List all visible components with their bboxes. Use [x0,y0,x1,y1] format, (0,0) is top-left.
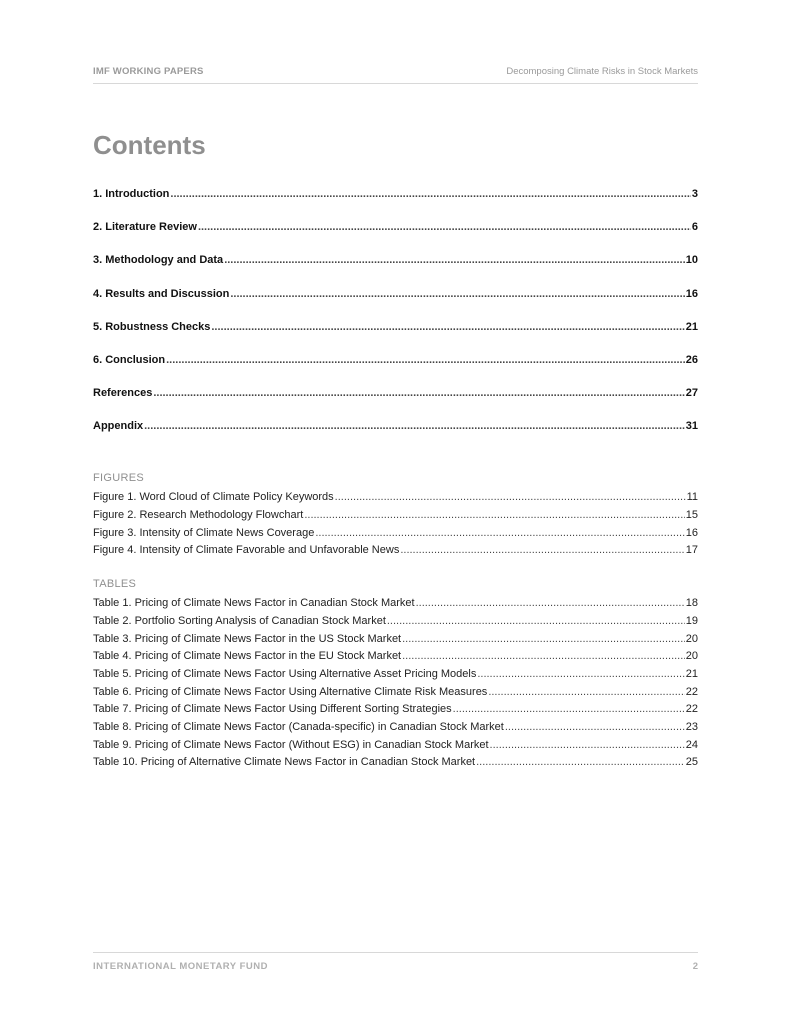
table-entry-label: Table 10. Pricing of Alternative Climate News Factor in Canadian Stock Market [93,756,476,768]
table-entry-page: 24 [685,739,698,751]
footer-organization: INTERNATIONAL MONETARY FUND [93,961,268,972]
header-bar [93,66,698,80]
toc-entry-page: 31 [685,420,698,432]
table-entry[interactable] [93,596,698,610]
table-entry-label: Table 4. Pricing of Climate News Factor in the EU Stock Market [93,650,402,662]
table-entry[interactable] [93,738,698,752]
table-entry-label: Table 3. Pricing of Climate News Factor in the US Stock Market [93,633,402,645]
toc-dot-leader [490,738,685,752]
toc-dot-leader [402,649,685,663]
toc-entry[interactable] [93,253,698,267]
toc-entry[interactable] [93,386,698,400]
toc-entry-label: 3. Methodology and Data [93,254,224,266]
toc-dot-leader [211,320,684,334]
toc-dot-leader [144,419,685,433]
toc-entry-label: 4. Results and Discussion [93,288,230,300]
figure-entry[interactable] [93,543,698,557]
table-entry[interactable] [93,614,698,628]
toc-entry-label: 2. Literature Review [93,221,197,233]
table-entry-label: Table 9. Pricing of Climate News Factor (Without ESG) in Canadian Stock Market [93,739,489,751]
table-entry[interactable] [93,632,698,646]
table-entry[interactable] [93,720,698,734]
table-entry-page: 18 [685,597,698,609]
toc-dot-leader [488,685,684,699]
toc-entry-label: 1. Introduction [93,188,170,200]
toc-entry[interactable] [93,187,698,201]
toc-dot-leader [315,526,684,540]
figure-entry-page: 11 [686,491,698,503]
toc-entry-page: 16 [685,288,698,300]
toc-dot-leader [402,632,685,646]
figure-entry-label: Figure 2. Research Methodology Flowchart [93,509,304,521]
toc-entry[interactable] [93,419,698,433]
toc-dot-leader [387,614,685,628]
toc-entry-page: 6 [691,221,698,233]
table-entry-page: 23 [685,721,698,733]
figures-heading: FIGURES [93,472,144,484]
figure-entry[interactable] [93,508,698,522]
table-entry-label: Table 2. Portfolio Sorting Analysis of Canadian Stock Market [93,615,386,627]
table-entry-page: 21 [685,668,698,680]
table-entry[interactable] [93,755,698,769]
toc-dot-leader [335,490,686,504]
toc-entry-page: 10 [685,254,698,266]
tables-heading: TABLES [93,578,137,590]
table-entry-label: Table 5. Pricing of Climate News Factor Using Alternative Asset Pricing Models [93,668,477,680]
table-entry-label: Table 1. Pricing of Climate News Factor in Canadian Stock Market [93,597,415,609]
footer-page-number: 2 [692,961,698,972]
toc-dot-leader [416,596,685,610]
figure-entry[interactable] [93,490,698,504]
toc-entry[interactable] [93,353,698,367]
toc-dot-leader [505,720,685,734]
table-entry-label: Table 8. Pricing of Climate News Factor (Canada-specific) in Canadian Stock Market [93,721,504,733]
table-entry-page: 25 [685,756,698,768]
header-series-title: IMF WORKING PAPERS [93,66,204,77]
toc-entry-page: 27 [685,387,698,399]
header-divider [93,83,698,84]
toc-dot-leader [304,508,684,522]
toc-entry-label: 6. Conclusion [93,354,166,366]
toc-dot-leader [198,220,691,234]
toc-entry-page: 26 [685,354,698,366]
figure-entry[interactable] [93,526,698,540]
table-entry[interactable] [93,702,698,716]
toc-dot-leader [170,187,690,201]
toc-entry[interactable] [93,320,698,334]
table-entry-page: 22 [685,703,698,715]
toc-entry-label: Appendix [93,420,144,432]
toc-entry[interactable] [93,287,698,301]
figure-entry-page: 15 [685,509,698,521]
toc-dot-leader [153,386,684,400]
table-entry[interactable] [93,649,698,663]
table-entry-label: Table 6. Pricing of Climate News Factor Using Alternative Climate Risk Measures [93,686,488,698]
page-title: Contents [93,130,206,160]
figure-entry-label: Figure 1. Word Cloud of Climate Policy Keywords [93,491,334,503]
toc-dot-leader [476,755,685,769]
toc-dot-leader [400,543,684,557]
figure-entry-label: Figure 3. Intensity of Climate News Coverage [93,527,315,539]
toc-entry[interactable] [93,220,698,234]
toc-dot-leader [166,353,685,367]
header-paper-title: Decomposing Climate Risks in Stock Markets [506,66,698,77]
figure-entry-label: Figure 4. Intensity of Climate Favorable and Unfavorable News [93,544,400,556]
toc-dot-leader [230,287,684,301]
figure-entry-page: 16 [685,527,698,539]
figure-entry-page: 17 [685,544,698,556]
toc-dot-leader [477,667,684,681]
table-entry[interactable] [93,685,698,699]
table-entry-label: Table 7. Pricing of Climate News Factor Using Different Sorting Strategies [93,703,452,715]
toc-entry-page: 3 [691,188,698,200]
footer-divider [93,952,698,953]
toc-dot-leader [224,253,685,267]
table-entry-page: 20 [685,650,698,662]
toc-entry-page: 21 [685,321,698,333]
table-entry-page: 20 [685,633,698,645]
toc-entry-label: References [93,387,153,399]
table-entry[interactable] [93,667,698,681]
toc-entry-label: 5. Robustness Checks [93,321,211,333]
table-entry-page: 19 [685,615,698,627]
table-entry-page: 22 [685,686,698,698]
toc-dot-leader [453,702,685,716]
